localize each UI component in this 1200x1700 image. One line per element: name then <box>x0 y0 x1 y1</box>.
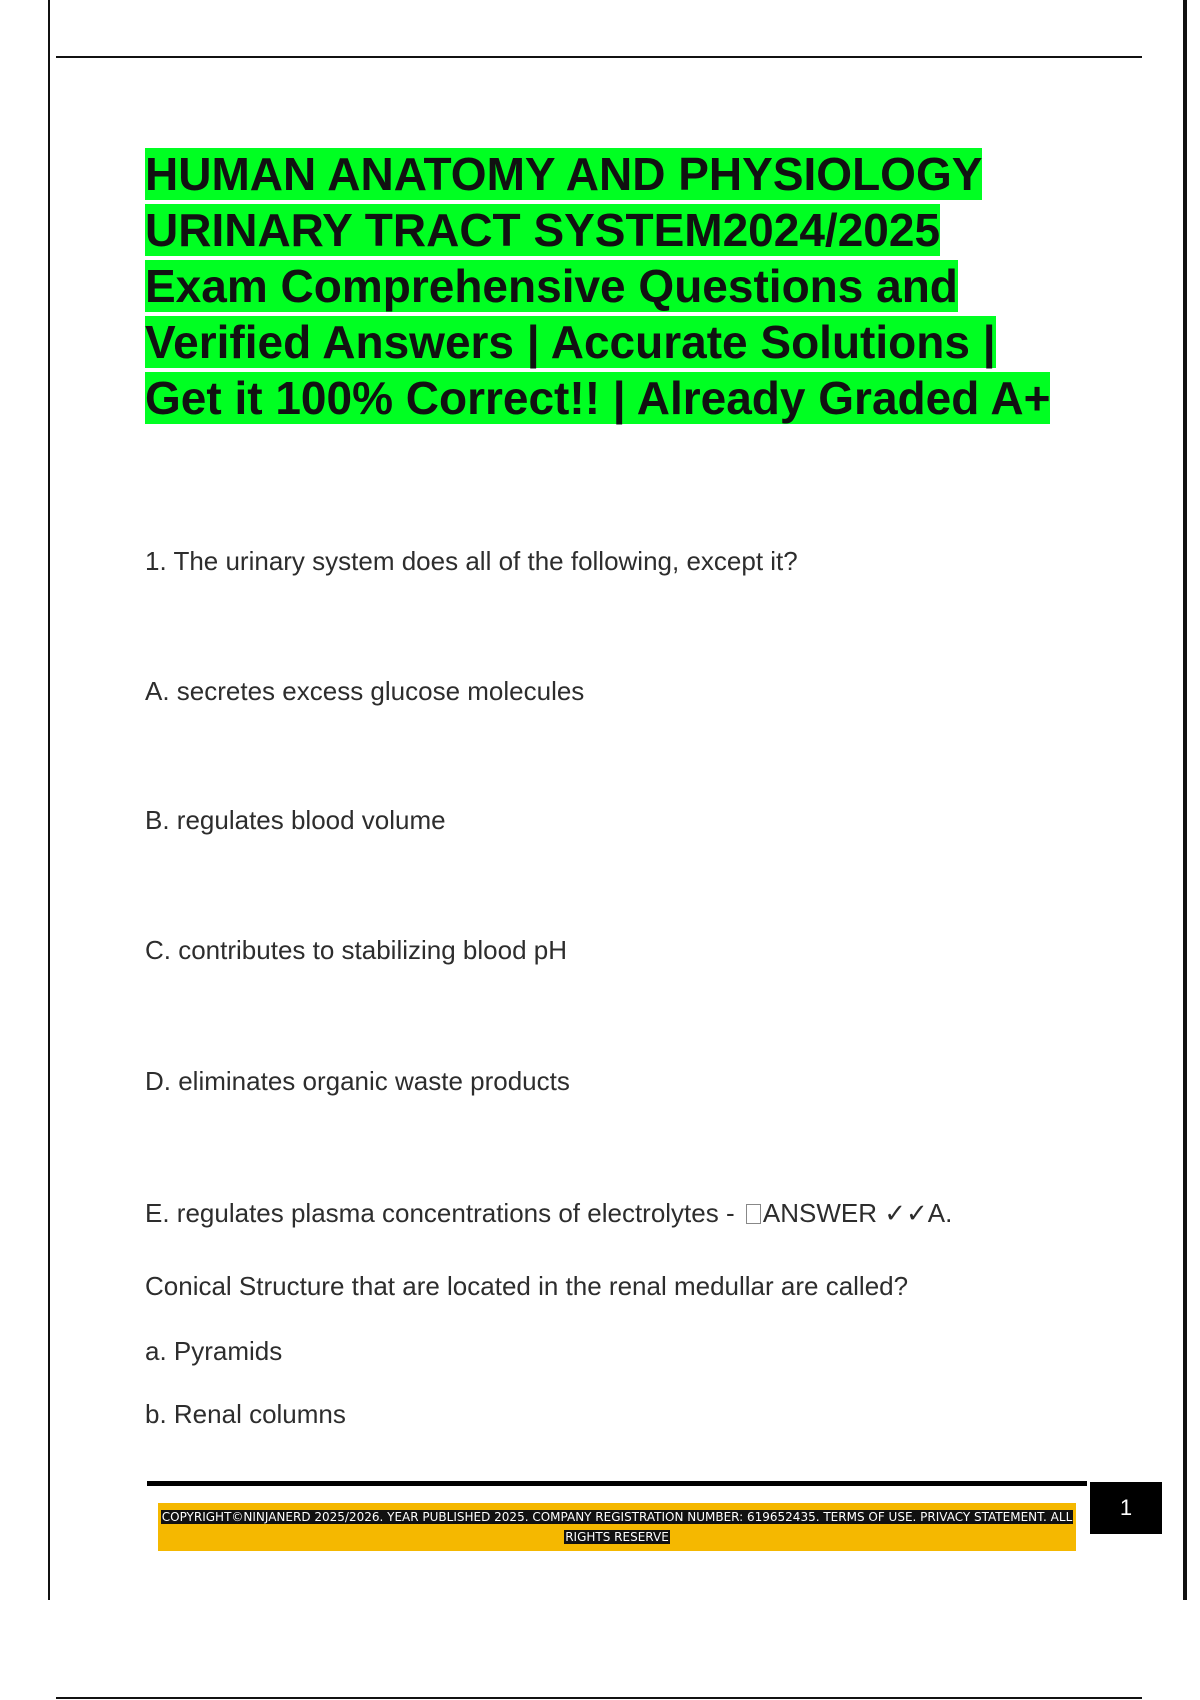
question-1-option-c: C. contributes to stabilizing blood pH <box>145 935 568 965</box>
footer-copyright: COPYRIGHT©NINJANERD 2025/2026. YEAR PUBLISHED 2025. COMPANY REGISTRATION NUMBER: 619652435. TERMS OF USE. PRIVACY STATEMENT. ALL RIGHTS RESERVE <box>161 1510 1073 1544</box>
question-2-option-a: a. Pyramids <box>145 1336 283 1366</box>
question-1-answer: ANSWER ✓✓A. <box>762 1198 953 1228</box>
question-2-stem: Conical Structure that are located in the renal medullar are called? <box>145 1271 909 1301</box>
question-1-option-d: D. eliminates organic waste products <box>145 1066 570 1096</box>
question-1-option-b: B. regulates blood volume <box>145 805 446 835</box>
footer-rule <box>147 1481 1087 1486</box>
header-rule <box>56 56 1142 58</box>
question-1-stem: 1. The urinary system does all of the following, except it? <box>145 546 798 576</box>
page-border-right <box>1183 0 1187 1600</box>
question-2-option-b: b. Renal columns <box>145 1399 346 1429</box>
question-1-option-e-row <box>145 1198 952 1229</box>
missing-glyph-icon <box>746 1204 761 1224</box>
question-1-option-e: E. regulates plasma concentrations of electrolytes - <box>145 1198 735 1228</box>
document-title: HUMAN ANATOMY AND PHYSIOLOGY URINARY TRACT SYSTEM2024/2025 Exam Comprehensive Questions and Verified Answers | Accurate Solutions | Get it 100% Correct!! | Already Graded A+ <box>145 148 1051 424</box>
page-number: 1 <box>1090 1482 1162 1534</box>
question-1-option-a: A. secretes excess glucose molecules <box>145 676 585 706</box>
bottom-rule <box>56 1697 1142 1699</box>
page-border-left <box>48 0 50 1600</box>
